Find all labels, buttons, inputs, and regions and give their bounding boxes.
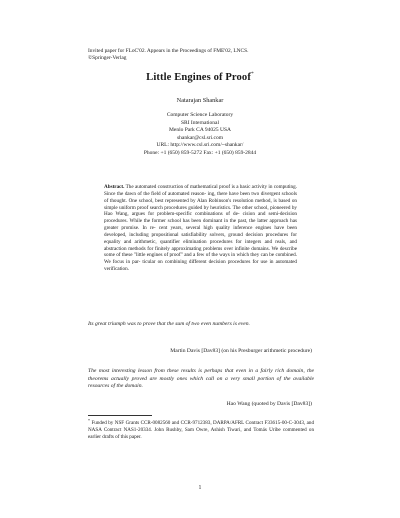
paper-title-text: Little Engines of Proof — [146, 72, 251, 83]
author-name: Natarajan Shankar — [176, 97, 224, 104]
epigraph-quote-wang: The most interesting lesson from these results is perhaps that even in a fairly rich domain, the theorems actually proved are mostly ones which call on a very small portion of the available resources of the domain. — [88, 368, 314, 390]
publication-note — [88, 48, 338, 63]
epigraph-attribution-wang: Hao Wang (quoted by Davis [Dav83]) — [226, 401, 312, 407]
affiliation-line: Menlo Park CA 94025 USA — [168, 127, 232, 134]
affiliation-line: Computer Science Laboratory — [166, 112, 234, 118]
footnote-text: Funded by NSF Grants CCR-0082560 and CCR-9712383, DARPA/AFRL Contract F33615-00-C-3043, and NASA Contract NAS1-20334. John Rushby, Sam Owre, Ashish Tiwari, and Tomás Uribe commented on earlier drafts of this paper. — [88, 420, 314, 440]
epigraph-attribution-davis: Martin Davis [Dav83] (on his Presburger arithmetic procedure) — [170, 348, 312, 354]
abstract-text: ticular on combining different decision procedures for use in automated — [142, 259, 297, 266]
title-footnote-mark: * — [250, 71, 254, 77]
abstract-label: Abstract. — [104, 184, 125, 190]
publication-note-line: Invited paper for FLoC'02. Appears in the Proceedings of FME'02, LNCS. — [88, 48, 249, 54]
copyright-line: ©Springer-Verlag — [88, 55, 127, 62]
abstract-text: and reals, and abstraction methods for finitely approximating problems — [104, 238, 297, 252]
abstract-text: for equality and arithmetic, quantifier elimination procedures for integers — [104, 231, 297, 245]
abstract-text: dominant in the past, the latter approach has greater promise. In re- — [104, 218, 297, 232]
paper-title — [0, 71, 400, 83]
abstract-text: ing, there have been two divergent schools of thought. One school, best — [104, 190, 298, 204]
abstract-text: including propositional satisfiability solvers, ground decision procedures — [129, 231, 289, 238]
author-url: URL: http://www.csl.sri.com/~shankar/ — [156, 142, 244, 149]
abstract-text: The automated construction of mathematical proof is a basic — [125, 184, 251, 190]
abstract — [104, 184, 297, 273]
abstract-text: over infinite domains. We describe some of these "little engines of proof" — [104, 245, 297, 259]
abstract-text: verification. — [104, 266, 129, 273]
abstract-text: represented by Alan Robinson's resolution method, is based on simple — [104, 197, 298, 211]
abstract-text: cision and semi-decision procedures. While the former school has been — [104, 211, 297, 225]
abstract-text: uniform proof search procedures guided by heuristics. The other school, — [119, 204, 269, 211]
abstract-text: pioneered by Hao Wang, argues for problem-specific combinations of de- — [104, 204, 297, 218]
footnote-divider — [88, 415, 152, 416]
abstract-text: cent years, several high quality inference engines have been developed, — [104, 225, 297, 238]
page-number: 1 — [198, 485, 202, 491]
abstract-text: activity in computing. Since the dawn of the field of automated reason- — [104, 184, 297, 197]
footnote-mark: * — [88, 418, 90, 423]
funding-footnote — [88, 418, 314, 440]
abstract-text: and a few of the ways in which they can be combined. We focus in par- — [104, 252, 297, 266]
author-email: shankar@csl.sri.com — [177, 134, 223, 141]
author-affiliation — [0, 112, 400, 158]
epigraph-quote-davis: Its great triumph was to prove that the sum of two even numbers is even. — [88, 321, 250, 327]
author-phone-fax: Phone: +1 (650) 859-5272 Fax: +1 (650) 859-2844 — [143, 149, 257, 156]
affiliation-line: SRI International — [180, 119, 220, 126]
